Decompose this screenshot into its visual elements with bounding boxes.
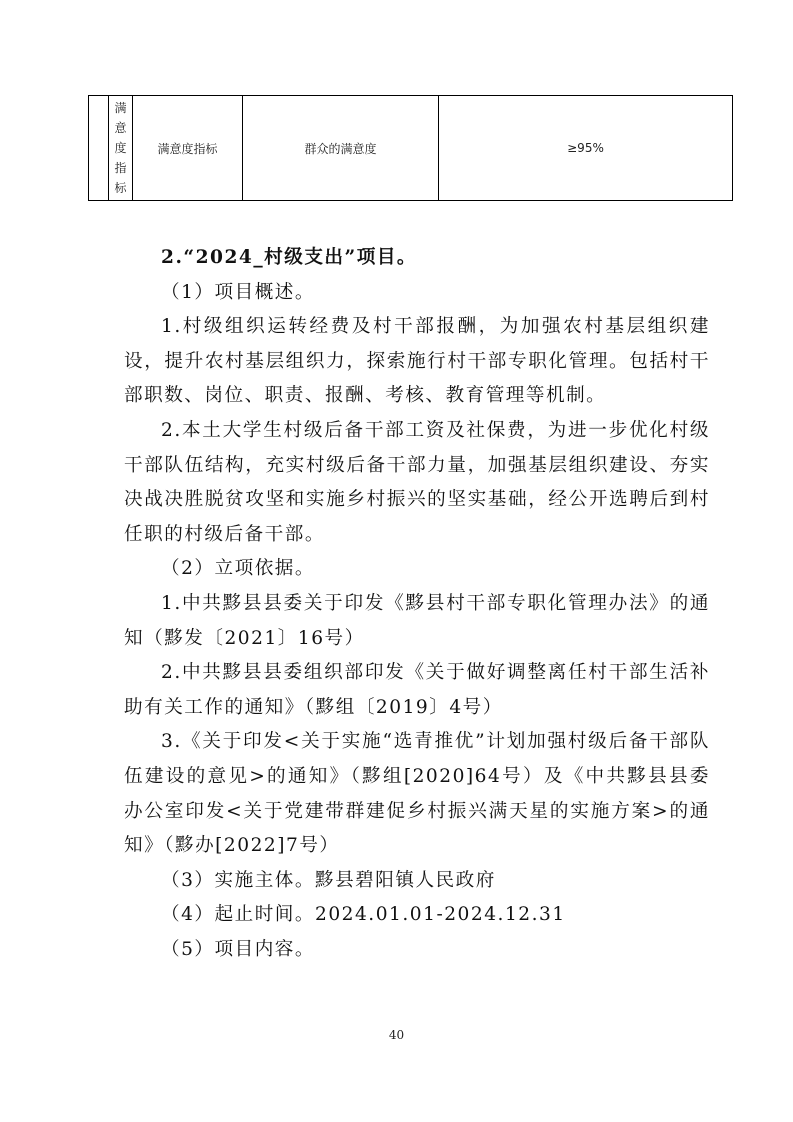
category-char: 意 (114, 121, 127, 135)
paragraph: 1.村级组织运转经费及村干部报酬，为加强农村基层组织建设，提升农村基层组织力，探索施行村干部专职化管理。包括村干部职数、岗位、职责、报酬、考核、教育管理等机制。 (124, 316, 710, 407)
table-cell-empty (89, 96, 109, 201)
category-char: 满 (114, 101, 127, 115)
document-body (124, 241, 710, 967)
table-cell-target-value: ≥95% (439, 96, 733, 201)
paragraph: （5）项目内容。 (161, 938, 315, 960)
page-number: 40 (388, 1028, 405, 1042)
paragraph: （3）实施主体。黟县碧阳镇人民政府 (161, 869, 496, 891)
paragraph: 2.本土大学生村级后备干部工资及社保费，为进一步优化村级干部队伍结构，充实村级后备干部力量，加强基层组织建设、夯实决战决胜脱贫攻坚和实施乡村振兴的坚实基础，经公开选聘后到村任职的村级后备干部。 (124, 419, 710, 545)
category-char: 指 (114, 161, 127, 175)
paragraph: （2）立项依据。 (161, 558, 315, 580)
section-heading: 2.“2024_村级支出”项目。 (161, 247, 418, 268)
indicator-table (88, 95, 733, 201)
paragraph: 2.中共黟县县委组织部印发《关于做好调整离任村干部生活补助有关工作的通知》（黟组〔2019〕4号） (124, 662, 710, 718)
paragraph: （1）项目概述。 (161, 281, 315, 303)
table-cell-category (109, 96, 133, 201)
table-cell-indicator: 群众的满意度 (243, 96, 439, 201)
category-char: 标 (114, 181, 127, 195)
table-row (89, 96, 733, 201)
category-char: 度 (114, 141, 127, 155)
paragraph: 1.中共黟县县委关于印发《黟县村干部专职化管理办法》的通知（黟发〔2021〕16号） (124, 592, 710, 649)
paragraph: 3.《关于印发<关于实施“选青推优”计划加强村级后备干部队伍建设的意见>的通知》（黟组[2020]64号）及《中共黟县县委办公室印发<关于党建带群建促乡村振兴满天星的实施方案>的通知》（黟办[2022]7号） (124, 731, 710, 857)
paragraph: （4）起止时间。2024.01.01-2024.12.31 (161, 904, 566, 926)
table-cell-subcategory: 满意度指标 (133, 96, 243, 201)
